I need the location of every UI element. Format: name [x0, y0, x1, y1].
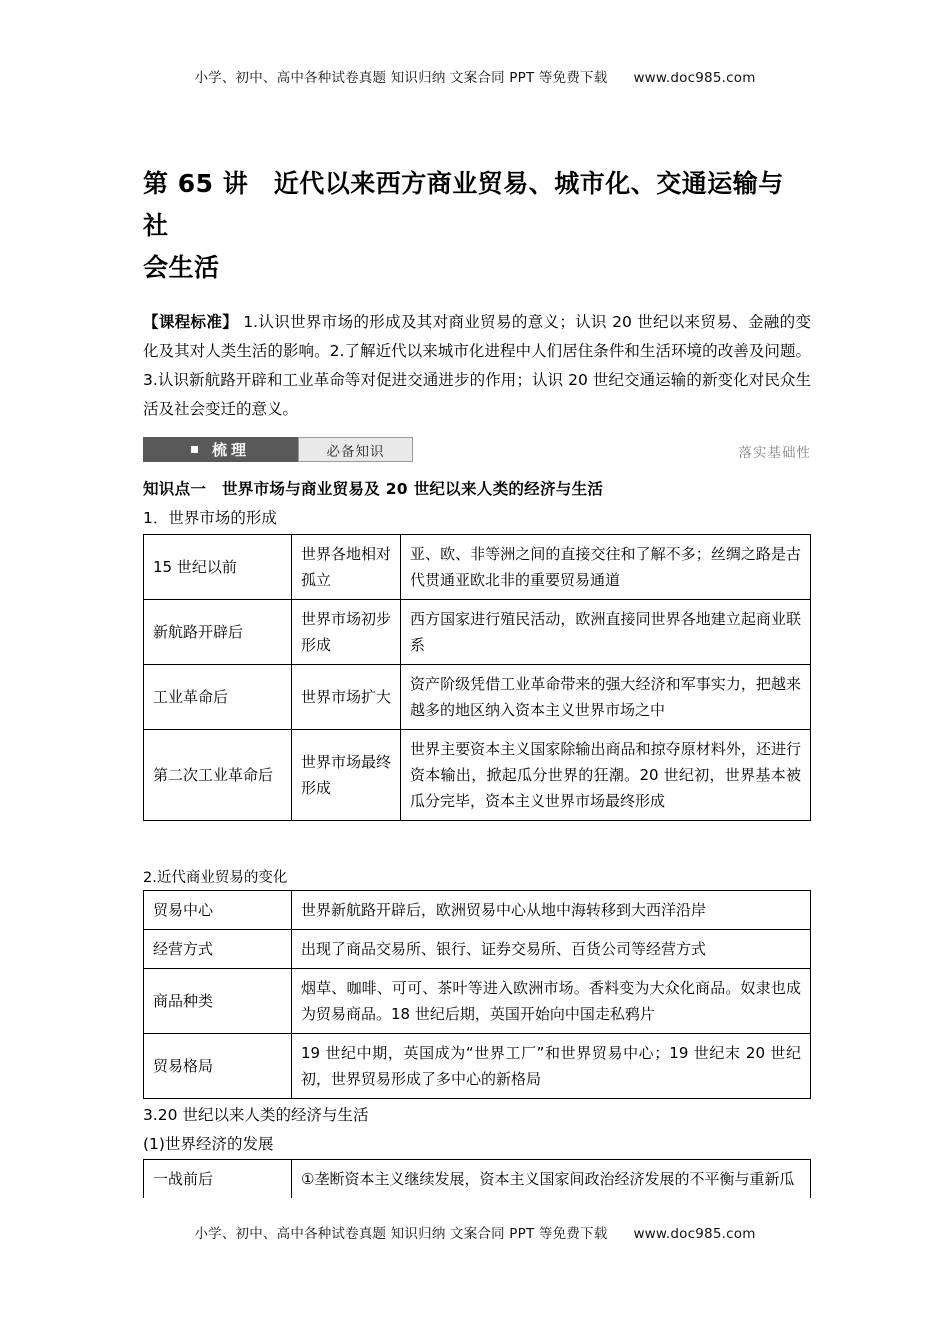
cell-status: 世界市场最终形成: [292, 730, 401, 821]
header-watermark-left: 小学、初中、高中各种试卷真题 知识归纳 文案合同 PPT 等免费下载: [194, 70, 608, 86]
table-row: [144, 1034, 811, 1099]
course-standard: [143, 308, 811, 424]
table-row: [144, 665, 811, 730]
cell-stage: 第二次工业革命后: [144, 730, 292, 821]
table-row: [144, 1160, 811, 1199]
world-market-table: [143, 534, 811, 821]
cell-detail: ①垄断资本主义继续发展，资本主义国家间政治经济发展的不平衡与重新瓜: [292, 1160, 811, 1199]
section2-heading: 2.近代商业贸易的变化: [143, 870, 288, 886]
section3-subheading: (1)世界经济的发展: [143, 1135, 274, 1153]
cell-detail: 烟草、咖啡、可可、茶叶等进入欧洲市场。香料变为大众化商品。奴隶也成为贸易商品。18 世纪后期，英国开始向中国走私鸦片: [292, 969, 811, 1034]
cell-stage: 工业革命后: [144, 665, 292, 730]
section-banner-right-label: 必备知识: [326, 443, 385, 460]
header-watermark-right: www.doc985.com: [633, 70, 756, 86]
table-row: [144, 600, 811, 665]
cell-detail: 出现了商品交易所、银行、证券交易所、百货公司等经营方式: [292, 930, 811, 969]
section-banner-left: [143, 437, 298, 462]
section-banner-left-label: 梳理: [211, 441, 250, 459]
cell-status: 世界市场初步形成: [292, 600, 401, 665]
cell-status: 世界各地相对孤立: [292, 535, 401, 600]
page-title-line1: 第 65 讲 近代以来西方商业贸易、城市化、交通运输与社: [143, 169, 784, 240]
section1-heading: 1．世界市场的形成: [143, 509, 277, 527]
table-row: [144, 891, 811, 930]
cell-detail: 世界新航路开辟后，欧洲贸易中心从地中海转移到大西洋沿岸: [292, 891, 811, 930]
cell-stage: 新航路开辟后: [144, 600, 292, 665]
cell-item: 经营方式: [144, 930, 292, 969]
cell-item: 一战前后: [144, 1160, 292, 1199]
page-title: [143, 163, 808, 289]
section3-heading: 3.20 世纪以来人类的经济与生活: [143, 1106, 369, 1124]
cell-stage: 15 世纪以前: [144, 535, 292, 600]
footer-watermark-right: www.doc985.com: [633, 1226, 756, 1242]
cell-detail: 资产阶级凭借工业革命带来的强大经济和军事实力，把越来越多的地区纳入资本主义世界市场之中: [401, 665, 811, 730]
cell-detail: 19 世纪中期，英国成为“世界工厂”和世界贸易中心；19 世纪末 20 世纪初，世界贸易形成了多中心的新格局: [292, 1034, 811, 1099]
section-banner-tail: 落实基础性: [738, 445, 811, 461]
square-bullet-icon: [191, 446, 198, 453]
cell-status: 世界市场扩大: [292, 665, 401, 730]
world-economy-table: [143, 1159, 811, 1198]
section-banner: [143, 437, 811, 462]
section-banner-right: [298, 437, 413, 462]
table-row: [144, 930, 811, 969]
cell-detail: 西方国家进行殖民活动，欧洲直接同世界各地建立起商业联系: [401, 600, 811, 665]
cell-detail: 亚、欧、非等洲之间的直接交往和了解不多；丝绸之路是古代贯通亚欧北非的重要贸易通道: [401, 535, 811, 600]
cell-item: 贸易格局: [144, 1034, 292, 1099]
table-row: [144, 535, 811, 600]
cell-detail: 世界主要资本主义国家除输出商品和掠夺原材料外，还进行资本输出，掀起瓜分世界的狂潮。20 世纪初，世界基本被瓜分完毕，资本主义世界市场最终形成: [401, 730, 811, 821]
page-title-line2: 会生活: [143, 253, 220, 282]
commercial-trade-change-table: [143, 890, 811, 1099]
table-row: [144, 969, 811, 1034]
cell-item: 贸易中心: [144, 891, 292, 930]
header-watermark: [0, 66, 950, 86]
knowledge-point-title: 知识点一 世界市场与商业贸易及 20 世纪以来人类的经济与生活: [143, 480, 604, 498]
table-row: [144, 730, 811, 821]
course-standard-label: 【课程标准】: [143, 313, 239, 331]
course-standard-text: 1.认识世界市场的形成及其对商业贸易的意义；认识 20 世纪以来贸易、金融的变化及其对人类生活的影响。2.了解近代以来城市化进程中人们居住条件和生活环境的改善及问题。3.认识新航路开辟和工业革命等对促进交通进步的作用；认识 20 世纪交通运输的新变化对民众生活及社会变迁的意义。: [143, 313, 811, 418]
footer-watermark-left: 小学、初中、高中各种试卷真题 知识归纳 文案合同 PPT 等免费下载: [194, 1226, 608, 1242]
cell-item: 商品种类: [144, 969, 292, 1034]
footer-watermark: [0, 1222, 950, 1242]
